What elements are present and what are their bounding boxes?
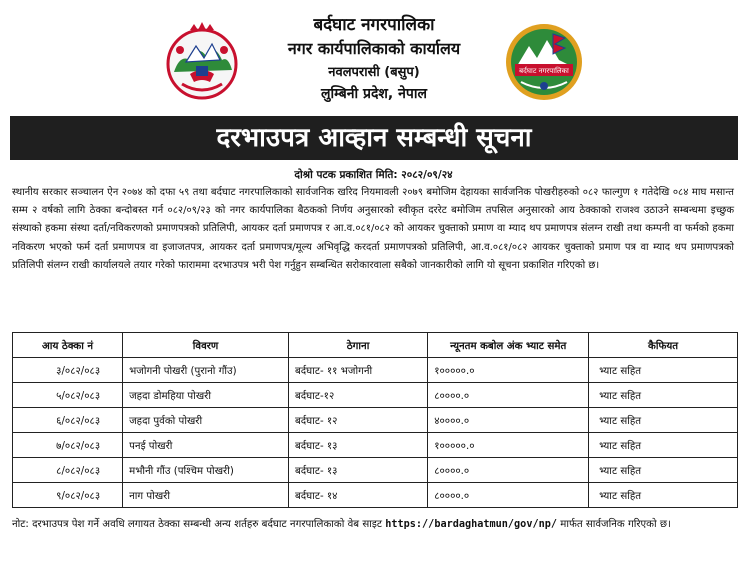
cell-description: जहदा पुर्वको पोखरी xyxy=(123,408,289,433)
table-row xyxy=(13,383,738,408)
col-header-contract-no: आय ठेक्का नं xyxy=(13,333,123,358)
notice-title-banner: दरभाउपत्र आव्हान सम्बन्धी सूचना xyxy=(10,116,738,160)
office-name: नगर कार्यपालिकाको कार्यालय xyxy=(287,39,461,58)
col-header-remarks: कैफियत xyxy=(589,333,738,358)
table-row xyxy=(13,358,738,383)
cell-min-bid: ८००००.० xyxy=(428,458,589,483)
cell-contract-no: ८/०८२/०८३ xyxy=(13,458,123,483)
cell-address: बर्दघाट- १४ xyxy=(288,483,427,508)
cell-remarks: भ्याट सहित xyxy=(589,458,738,483)
cell-remarks: भ्याट सहित xyxy=(589,383,738,408)
notice-body: स्थानीय सरकार सञ्चालन ऐन २०७४ को दफा ५९ तथा बर्दघाट नगरपालिकाको सार्वजनिक खरिद नियमावली २०७९ बमोजिम देहायका सार्वजनिक पोखरीहरुको ०८२ फाल्गुण १ गतेदेखि ०८४ माघ मसान्त सम्म २ वर्षको लागि ठेक्का बन्दोबस्त गर्न ०८२/०९/२३ को नगर कार्यपालिका बैठकको निर्णय अनुसारको स्वीकृत दररेट बमोजिम तपसिल अनुसारको आय ठेक्काको राजश्व उठाउने सम्बन्धमा इच्छुक संस्थाको हकमा संस्था दर्ता/नविकरणको प्रमाणपत्रको प्रतिलिपी, आयकर दर्ता प्रमाणपत्र र आ.व.०८१/०८२ को आयकर चुक्ताको प्रमाण वा म्याद थप प्रमाणपत्र संलग्न राखी तथा कम्पनी वा फर्मको हकमा नविकरण भएको फर्म दर्ता प्रमाणपत्र वा इजाजतपत्र, आयकर दर्ता प्रमाणपत्र/मूल्य अभिवृद्धि करदर्ता प्रमाणपत्रको प्रतिलिपी, आ.व.०८१/०८२ आयकर चुक्ताको प्रमाण पत्र वा म्याद थप प्रमाणपत्रको प्रतिलिपी संलग्न राखी कार्यालयले तयार गरेको फाराममा दरभाउपत्र भरी पेश गर्नुहुन सम्बन्धित सरोकारवाला सबैको जानकारीको लागि यो सूचना प्रकाशित गरिएको छ। xyxy=(12,187,734,271)
district-name: नवलपरासी (बसुप) xyxy=(328,65,420,80)
cell-description: मभौनी गौंउ (पश्चिम पोखरी) xyxy=(123,458,289,483)
municipality-name: बर्दघाट नगरपालिका xyxy=(313,15,435,35)
cell-contract-no: ९/०८२/०८३ xyxy=(13,483,123,508)
cell-contract-no: ७/०८२/०८३ xyxy=(13,433,123,458)
footer-note xyxy=(12,515,734,534)
ponds-table xyxy=(12,332,738,508)
col-header-address: ठेगाना xyxy=(288,333,427,358)
cell-description: जहदा डोमहिया पोखरी xyxy=(123,383,289,408)
cell-contract-no: ६/०८२/०८३ xyxy=(13,408,123,433)
table-row xyxy=(13,408,738,433)
col-header-description: विवरण xyxy=(123,333,289,358)
table-row xyxy=(13,483,738,508)
note-suffix: मार्फत सार्वजनिक गरिएको छ। xyxy=(557,519,671,530)
col-header-min-bid: न्यूनतम कबोल अंक भ्याट समेत xyxy=(428,333,589,358)
cell-remarks: भ्याट सहित xyxy=(589,358,738,383)
cell-description: नाग पोखरी xyxy=(123,483,289,508)
cell-min-bid: १०००००.० xyxy=(428,433,589,458)
note-prefix: नोट: दरभाउपत्र पेश गर्ने अवधि लगायत ठेक्का सम्बन्धी अन्य शर्तहरु बर्दघाट नगरपालिकाको वेब साइट xyxy=(12,519,386,530)
cell-address: बर्दघाट- १३ xyxy=(288,458,427,483)
province-name: लुम्बिनी प्रदेश, नेपाल xyxy=(321,86,427,102)
cell-description: पनई पोखरी xyxy=(123,433,289,458)
logo-label: बर्दघाट नगरपालिका xyxy=(519,67,569,75)
cell-address: बर्दघाट- १२ xyxy=(288,408,427,433)
table-row xyxy=(13,433,738,458)
cell-address: बर्दघाट- ११ भजोगनी xyxy=(288,358,427,383)
cell-address: बर्दघाट-१२ xyxy=(288,383,427,408)
municipality-logo-icon xyxy=(503,20,585,104)
table-header-row xyxy=(13,333,738,358)
cell-remarks: भ्याट सहित xyxy=(589,408,738,433)
cell-remarks: भ्याट सहित xyxy=(589,433,738,458)
cell-min-bid: १०००००.० xyxy=(428,358,589,383)
cell-contract-no: ५/०८२/०८३ xyxy=(13,383,123,408)
cell-description: भजोगनी पोखरी (पुरानो गौंउ) xyxy=(123,358,289,383)
nepal-emblem-icon xyxy=(160,20,244,104)
cell-contract-no: ३/०८२/०८३ xyxy=(13,358,123,383)
table-row xyxy=(13,458,738,483)
cell-remarks: भ्याट सहित xyxy=(589,483,738,508)
cell-min-bid: ८००००.० xyxy=(428,383,589,408)
cell-min-bid: ८००००.० xyxy=(428,483,589,508)
cell-address: बर्दघाट- १३ xyxy=(288,433,427,458)
cell-min-bid: ४००००.० xyxy=(428,408,589,433)
publish-date: दोश्रो पटक प्रकाशित मिति: २०८२/०९/२४ xyxy=(294,169,453,181)
website-link[interactable]: https://bardaghatmun/gov/np/ xyxy=(385,519,557,530)
